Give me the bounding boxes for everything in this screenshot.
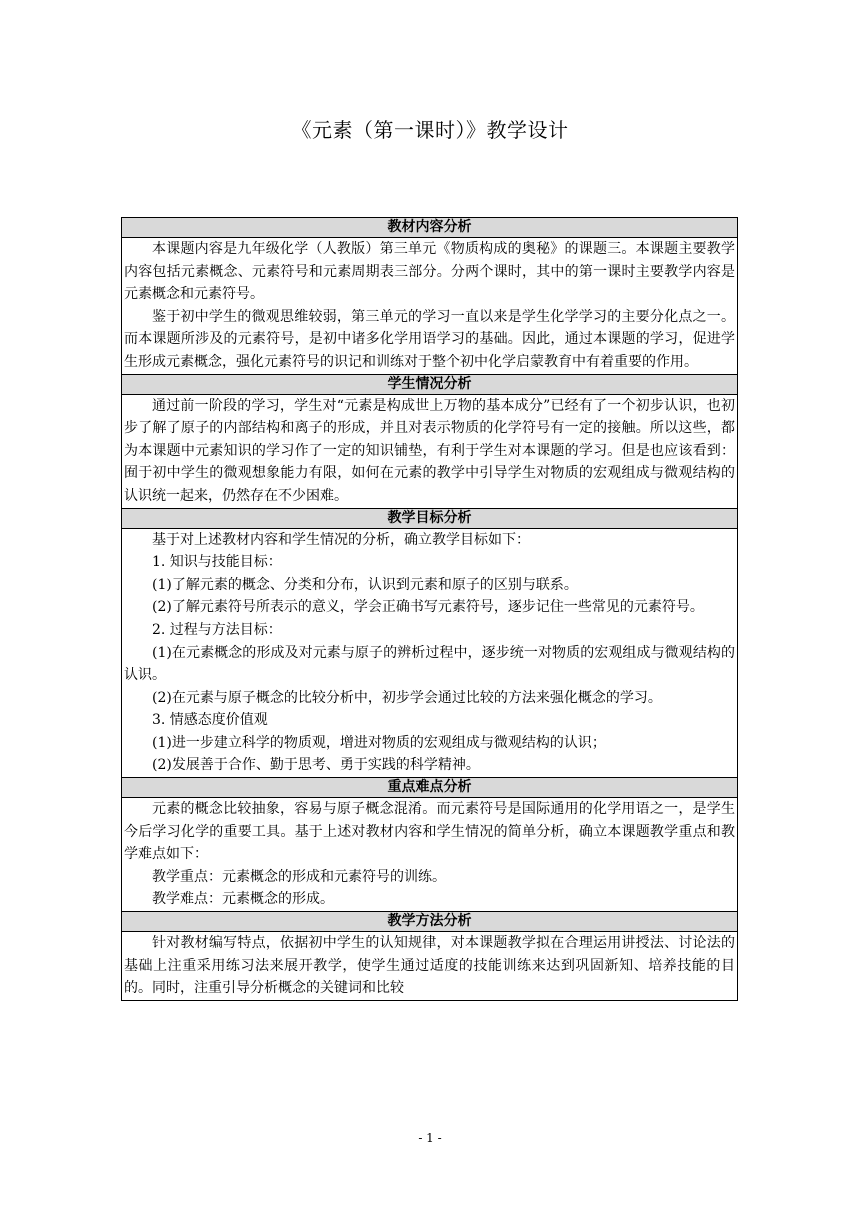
paragraph: 针对教材编写特点，依据初中学生的认知规律，对本课题教学拟在合理运用讲授法、讨论法的基础上注重采用练习法来展开教学，使学生通过适度的技能训练来达到巩固新知、培养技能的目的。同时，注重引导分析概念的关键词和比较: [124, 935, 735, 997]
section-heading: 学生情况分析: [122, 374, 738, 394]
section-body-textbook-analysis: [122, 238, 738, 375]
section-header-student-analysis: [122, 374, 738, 394]
section-header-objectives-analysis: [122, 508, 738, 528]
section-heading: 教学方法分析: [122, 912, 738, 932]
section-header-method-analysis: [122, 912, 738, 932]
section-header-keypoints-analysis: [122, 778, 738, 798]
objective-heading: 3. 情感态度价值观: [152, 712, 268, 729]
page-title: 《元素（第一课时）》教学设计: [291, 118, 569, 142]
objective-heading: 1. 知识与技能目标：: [152, 554, 282, 571]
paragraph: 基于对上述教材内容和学生情况的分析，确立教学目标如下：: [152, 531, 530, 548]
lesson-design-table: [121, 217, 738, 1001]
objective-item: (2)发展善于合作、勤于思考、勇于实践的科学精神。: [152, 757, 480, 774]
section-body-method-analysis: [122, 932, 738, 1001]
objective-item: (2)了解元素符号所表示的意义，学会正确书写元素符号，逐步记住一些常见的元素符号。: [152, 599, 704, 616]
section-heading: 重点难点分析: [122, 778, 738, 798]
section-body-student-analysis: [122, 394, 738, 508]
key-point: 教学重点：元素概念的形成和元素符号的训练。: [152, 868, 446, 885]
objective-item: (2)在元素与原子概念的比较分析中，初步学会通过比较的方法来强化概念的学习。: [152, 689, 662, 706]
objective-item: (1)进一步建立科学的物质观，增进对物质的宏观组成与微观结构的认识；: [152, 734, 606, 751]
paragraph: 本课题内容是九年级化学（人教版）第三单元《物质构成的奥秘》的课题三。本课题主要教学内容包括元素概念、元素符号和元素周期表三部分。分两个课时，其中的第一课时主要教学内容是元素概念和元素符号。: [124, 241, 735, 303]
section-body-objectives-analysis: [122, 528, 738, 778]
paragraph: 鉴于初中学生的微观思维较弱，第三单元的学习一直以来是学生化学学习的主要分化点之一。而本课题所涉及的元素符号，是初中诸多化学用语学习的基础。因此，通过本课题的学习，促进学生形成元素概念，强化元素符号的识记和训练对于整个初中化学启蒙教育中有着重要的作用。: [124, 308, 735, 370]
objective-heading: 2. 过程与方法目标：: [152, 621, 282, 638]
page-number: - 1 -: [418, 1131, 442, 1145]
difficult-point: 教学难点：元素概念的形成。: [152, 891, 334, 908]
section-heading: 教学目标分析: [122, 508, 738, 528]
section-body-keypoints-analysis: [122, 798, 738, 912]
objective-item: (1)在元素概念的形成及对元素与原子的辨析过程中，逐步统一对物质的宏观组成与微观结构的认识。: [124, 644, 735, 684]
section-heading: 教材内容分析: [122, 218, 738, 238]
paragraph: 通过前一阶段的学习，学生对“元素是构成世上万物的基本成分”已经有了一个初步认识，也初步了解了原子的内部结构和离子的形成，并且对表示物质的化学符号有一定的接触。所以这些，都为本课题中元素知识的学习作了一定的知识铺垫，有利于学生对本课题的学习。但是也应该看到：囿于初中学生的微观想象能力有限，如何在元素的教学中引导学生对物质的宏观组成与微观结构的认识统一起来，仍然存在不少困难。: [124, 397, 735, 504]
objective-item: (1)了解元素的概念、分类和分布，认识到元素和原子的区别与联系。: [152, 576, 578, 593]
section-header-textbook-analysis: [122, 218, 738, 238]
paragraph: 元素的概念比较抽象，容易与原子概念混淆。而元素符号是国际通用的化学用语之一，是学生今后学习化学的重要工具。基于上述对教材内容和学生情况的简单分析，确立本课题教学重点和教学难点如下：: [124, 801, 735, 863]
